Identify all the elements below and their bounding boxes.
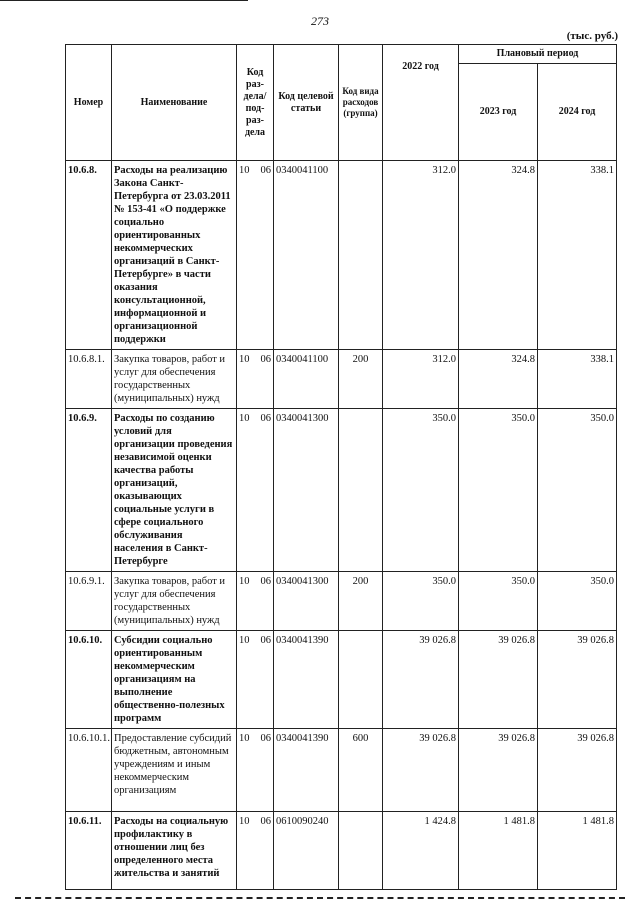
row-number: 10.6.10. [66, 631, 112, 729]
table-row [66, 572, 617, 631]
subsection-code: 06 [260, 576, 271, 587]
subsection-code: 06 [260, 165, 271, 176]
row-2023-value: 350.0 [459, 572, 538, 631]
section-code: 10 [239, 413, 250, 424]
row-number: 10.6.8. [66, 161, 112, 350]
row-target-code: 0340041100 [274, 350, 339, 409]
row-2022-value: 312.0 [383, 350, 459, 409]
row-target-code: 0340041390 [274, 631, 339, 729]
header-2023: 2023 год [459, 64, 538, 161]
row-expense-code: 200 [339, 350, 383, 409]
header-2024: 2024 год [538, 64, 617, 161]
row-name: Закупка товаров, работ и услуг для обеспечения государственных (муниципальных) нужд [112, 350, 237, 409]
row-name: Расходы на социальную профилактику в отношении лиц без определенного места жительства и занятий [112, 812, 237, 890]
row-2024-value: 350.0 [538, 572, 617, 631]
header-planned-period: Плановый период [459, 45, 617, 64]
section-code: 10 [239, 165, 250, 176]
row-2022-value: 1 424.8 [383, 812, 459, 890]
row-target-code: 0340041390 [274, 729, 339, 812]
row-number: 10.6.8.1. [66, 350, 112, 409]
row-name: Предоставление субсидий бюджетным, автономным учреждениям и иным некоммерческим организациям [112, 729, 237, 812]
table-row [66, 350, 617, 409]
row-target-code: 0340041100 [274, 161, 339, 350]
row-2023-value: 350.0 [459, 409, 538, 572]
row-2024-value: 350.0 [538, 409, 617, 572]
row-number: 10.6.11. [66, 812, 112, 890]
row-expense-code [339, 631, 383, 729]
row-section-code [237, 729, 274, 812]
row-number: 10.6.9.1. [66, 572, 112, 631]
row-2022-value: 39 026.8 [383, 631, 459, 729]
section-code: 10 [239, 816, 250, 827]
row-name: Закупка товаров, работ и услуг для обеспечения государственных (муниципальных) нужд [112, 572, 237, 631]
subsection-code: 06 [260, 635, 271, 646]
row-section-code [237, 631, 274, 729]
row-2024-value: 1 481.8 [538, 812, 617, 890]
table-row [66, 631, 617, 729]
row-target-code: 0610090240 [274, 812, 339, 890]
section-code: 10 [239, 635, 250, 646]
row-target-code: 0340041300 [274, 572, 339, 631]
row-2024-value: 39 026.8 [538, 729, 617, 812]
page-number: 273 [311, 14, 329, 28]
table-row [66, 812, 617, 890]
row-section-code [237, 350, 274, 409]
table-row [66, 729, 617, 812]
header-2022: 2022 год [383, 45, 459, 161]
row-2023-value: 39 026.8 [459, 631, 538, 729]
row-expense-code: 200 [339, 572, 383, 631]
header-row [66, 45, 617, 64]
units-label: (тыс. руб.) [566, 30, 618, 42]
row-2023-value: 1 481.8 [459, 812, 538, 890]
row-2022-value: 39 026.8 [383, 729, 459, 812]
subsection-code: 06 [260, 733, 271, 744]
header-section-code: Код раз-дела/ под-раз-дела [237, 45, 274, 161]
row-2024-value: 39 026.8 [538, 631, 617, 729]
row-section-code [237, 409, 274, 572]
header-number: Номер [66, 45, 112, 161]
row-2023-value: 324.8 [459, 161, 538, 350]
row-section-code [237, 812, 274, 890]
header-target-code: Код целевой статьи [274, 45, 339, 161]
row-2022-value: 350.0 [383, 572, 459, 631]
row-section-code [237, 161, 274, 350]
row-2022-value: 312.0 [383, 161, 459, 350]
row-number: 10.6.9. [66, 409, 112, 572]
row-name: Расходы на реализацию Закона Санкт-Петербурга от 23.03.2011 № 153-41 «О поддержке социально ориентированных некоммерческих организаций в Санкт-Петербурге» в части оказания консультационной, информационной и организационной поддержки [112, 161, 237, 350]
row-expense-code: 600 [339, 729, 383, 812]
row-number: 10.6.10.1. [66, 729, 112, 812]
row-2024-value: 338.1 [538, 350, 617, 409]
header-expense-code: Код вида расходов (группа) [339, 45, 383, 161]
row-expense-code [339, 161, 383, 350]
section-code: 10 [239, 354, 250, 365]
top-rule [0, 0, 248, 1]
table-row [66, 409, 617, 572]
subsection-code: 06 [260, 354, 271, 365]
row-2023-value: 39 026.8 [459, 729, 538, 812]
row-expense-code [339, 409, 383, 572]
section-code: 10 [239, 576, 250, 587]
row-section-code [237, 572, 274, 631]
header-name: Наименование [112, 45, 237, 161]
table-row [66, 161, 617, 350]
subsection-code: 06 [260, 413, 271, 424]
row-name: Расходы по созданию условий для организации проведения независимой оценки качества работы организаций, оказывающих социальные услуги в сфере социального обслуживания населения в Санкт-Петербурге [112, 409, 237, 572]
row-2024-value: 338.1 [538, 161, 617, 350]
row-name: Субсидии социально ориентированным некоммерческим организациям на выполнение общественно-полезных программ [112, 631, 237, 729]
row-2023-value: 324.8 [459, 350, 538, 409]
row-target-code: 0340041300 [274, 409, 339, 572]
subsection-code: 06 [260, 816, 271, 827]
row-expense-code [339, 812, 383, 890]
bottom-rule [15, 897, 625, 899]
row-2022-value: 350.0 [383, 409, 459, 572]
section-code: 10 [239, 733, 250, 744]
budget-table [65, 44, 617, 890]
